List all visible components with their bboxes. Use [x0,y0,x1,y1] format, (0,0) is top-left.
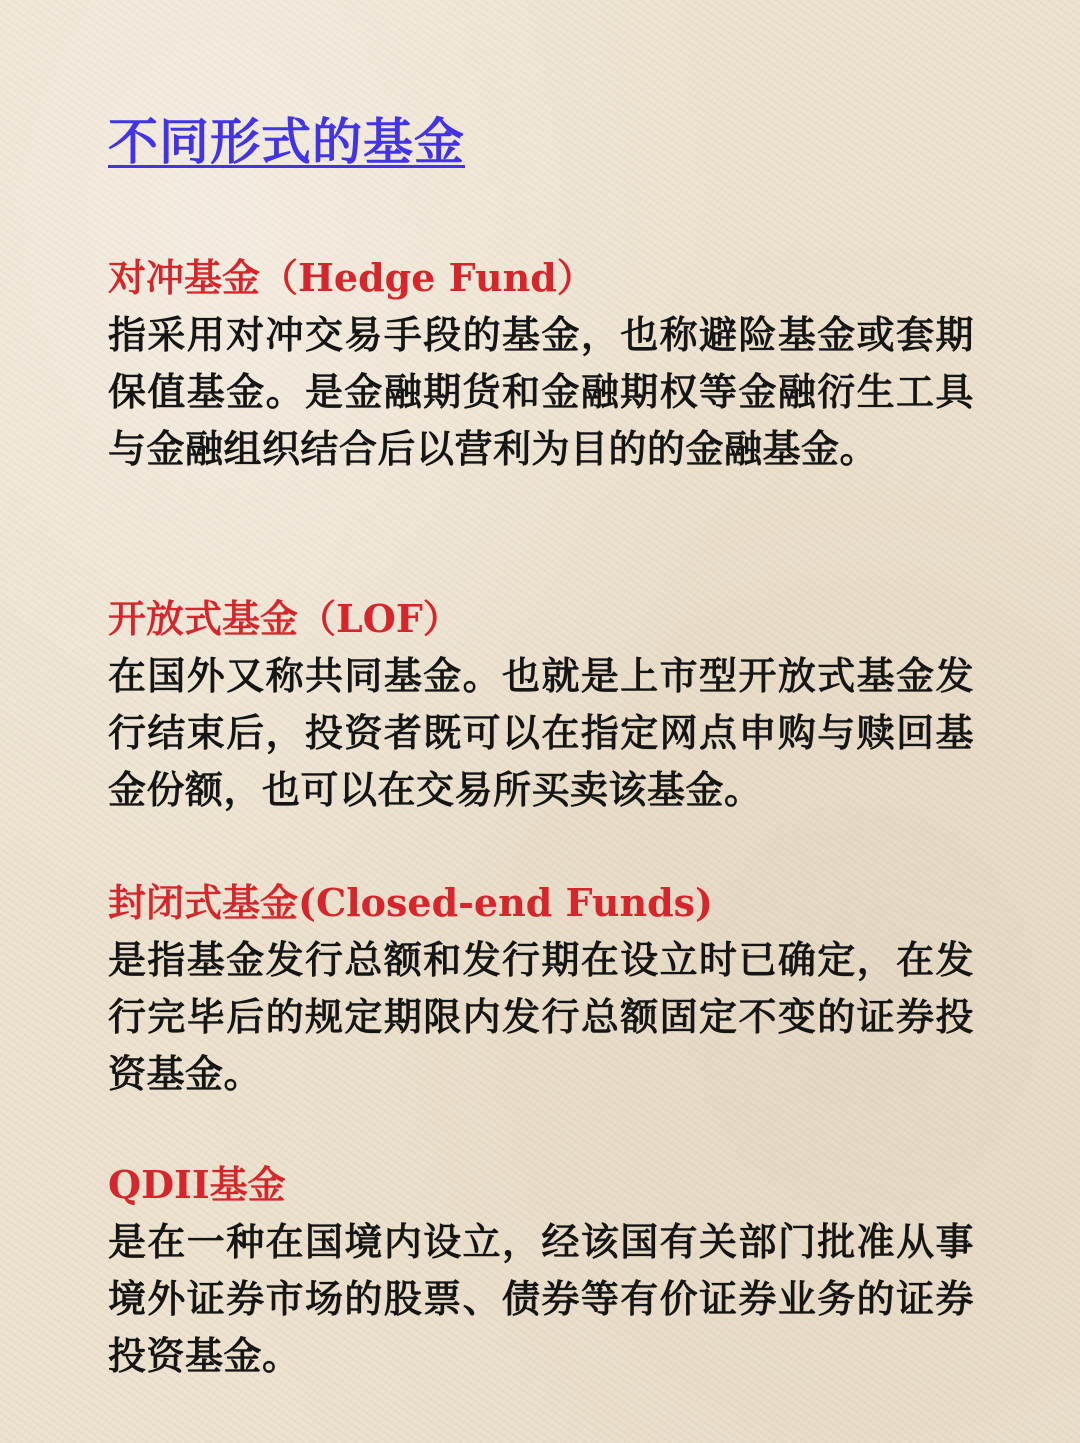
section-hedge-fund [108,250,974,477]
section-body-closed-end-funds: 是指基金发行总额和发行期在设立时已确定，在发行完毕后的规定期限内发行总额固定不变的证券投资基金。 [108,937,974,1096]
section-heading-hedge-fund: 对冲基金（Hedge Fund） [108,255,595,300]
section-body-qdii: 是在一种在国境内设立，经该国有关部门批准从事境外证券市场的股票、债券等有价证券业务的证券投资基金。 [108,1219,974,1378]
section-closed-end-funds [108,875,974,1102]
page-title[interactable]: 不同形式的基金 [108,112,465,171]
section-heading-qdii: QDII基金 [108,1162,286,1207]
section-heading-closed-end-funds: 封闭式基金(Closed-end Funds) [108,880,714,925]
section-body-lof: 在国外又称共同基金。也就是上市型开放式基金发行结束后，投资者既可以在指定网点申购与赎回基金份额，也可以在交易所买卖该基金。 [108,653,974,812]
section-heading-lof: 开放式基金（LOF） [108,596,461,641]
section-body-hedge-fund: 指采用对冲交易手段的基金，也称避险基金或套期保值基金。是金融期货和金融期权等金融衍生工具与金融组织结合后以营利为目的的金融基金。 [108,312,974,471]
article [108,108,974,1378]
section-qdii [108,1157,974,1384]
section-lof [108,591,974,818]
